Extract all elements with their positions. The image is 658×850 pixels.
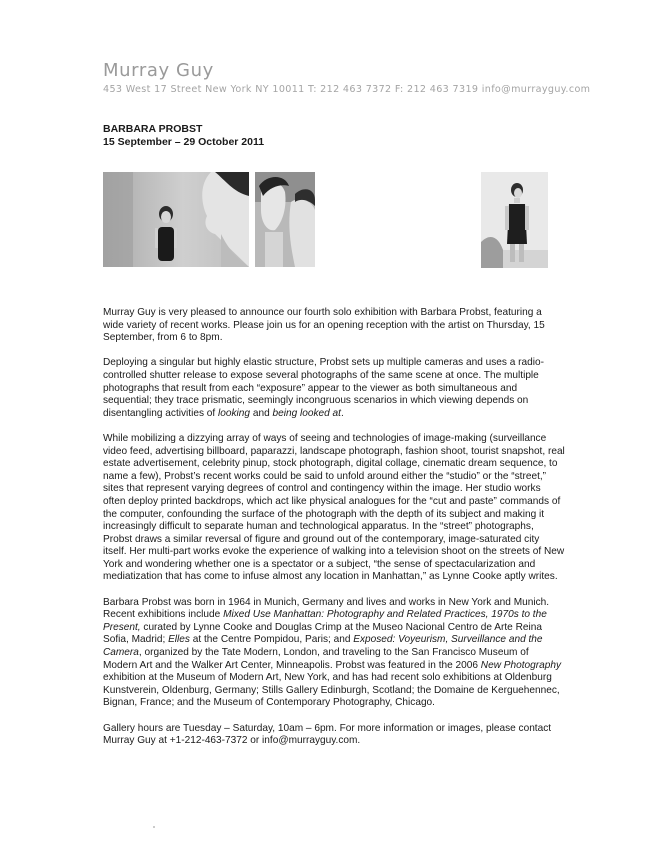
paragraph-gallery-hours: Gallery hours are Tuesday – Saturday, 10am – 6pm. For more information or images, please contact Murray Guy at +1-212-463-7372 or info@murrayguy.com.	[103, 722, 552, 747]
exhibition-photo-3	[481, 172, 548, 268]
exhibition-dates: 15 September – 29 October 2011	[103, 136, 265, 148]
artist-name: BARBARA PROBST	[103, 123, 203, 135]
paragraph-structure: Deploying a singular but highly elastic structure, Probst sets up multiple cameras and uses a radio-controlled shutter release to expose several photographs of the same scene at once. The multiple photographs that result from each “exposure” appear to the viewer as both simultaneous and sequential; they trace prismatic, seemingly incongruous scenarios in which viewing depends on disentangling activities of looking and being looked at.	[103, 357, 544, 419]
exhibition-heading	[103, 123, 264, 149]
press-release-body	[103, 307, 565, 760]
paragraph-announcement: Murray Guy is very pleased to announce our fourth solo exhibition with Barbara Probst, featuring a wide variety of recent works. Please join us for an opening reception with the artist on Thursday, 15 September, from 6 to 8pm.	[103, 307, 545, 344]
paragraph-biography: Barbara Probst was born in 1964 in Munich, Germany and lives and works in New York and Munich. Recent exhibitions include Mixed Use Manhattan: Photography and Related Practices, 1970s to the Present, curated by Lynne Cooke and Douglas Crimp at the Museo Nacional Centro de Arte Reina Sofia, Madrid; Elles at the Centre Pompidou, Paris; and Exposed: Voyeurism, Surveillance and the Camera, organized by the Tate Modern, London, and traveling to the San Francisco Museum of Modern Art and the Walker Art Center, Minneapolis. Probst was featured in the 2006 New Photography exhibition at the Museum of Modern Art, New York, and has had recent solo exhibitions at Oldenburg Kunstverein, Oldenburg, Germany; Stills Gallery Edinburgh, Scotland; the Domaine de Kerguehennec, Bignan, France; and the Museum of Contemporary Photography, Chicago.	[103, 596, 562, 709]
letterhead	[103, 60, 590, 95]
gallery-address-line: 453 West 17 Street New York NY 10011 T: 212 463 7372 F: 212 463 7319 info@murrayguy.com	[103, 84, 591, 95]
exhibition-photo-2	[255, 172, 315, 267]
paragraph-studio-street: While mobilizing a dizzying array of ways of seeing and technologies of image-making (surveillance video feed, advertising billboard, paparazzi, landscape photograph, fashion shoot, tourist snapshot, real estate advertisement, celebrity pinup, stock photograph, digital collage, cinematic dream sequence, to name a few), Probst’s recent works could be said to unfold around either the “studio” or the “street,” sites that represent varying degrees of control and contingency within the image. Her studio works often deploy printed backdrops, which act like physical analogues for the “cut and paste” commands of the computer, confounding the surface of the photograph with the depth of its subject and making it increasingly difficult to separate human and technological apparatus. In the “street” photographs, Probst draws a similar reversal of figure and ground out of the contemporary, image-saturated city itself. Her multi-part works evoke the experience of walking into a television shoot on the streets of New York and wondering whether one is a spectator or a subject, “the sense of spectacularization and mediatization that has come to infuse almost any location in Manhattan,” as Lynne Cooke aptly writes.	[103, 432, 565, 583]
scan-speck	[153, 826, 155, 828]
gallery-logo-name: Murray Guy	[103, 60, 214, 81]
exhibition-photo-1	[103, 172, 249, 267]
